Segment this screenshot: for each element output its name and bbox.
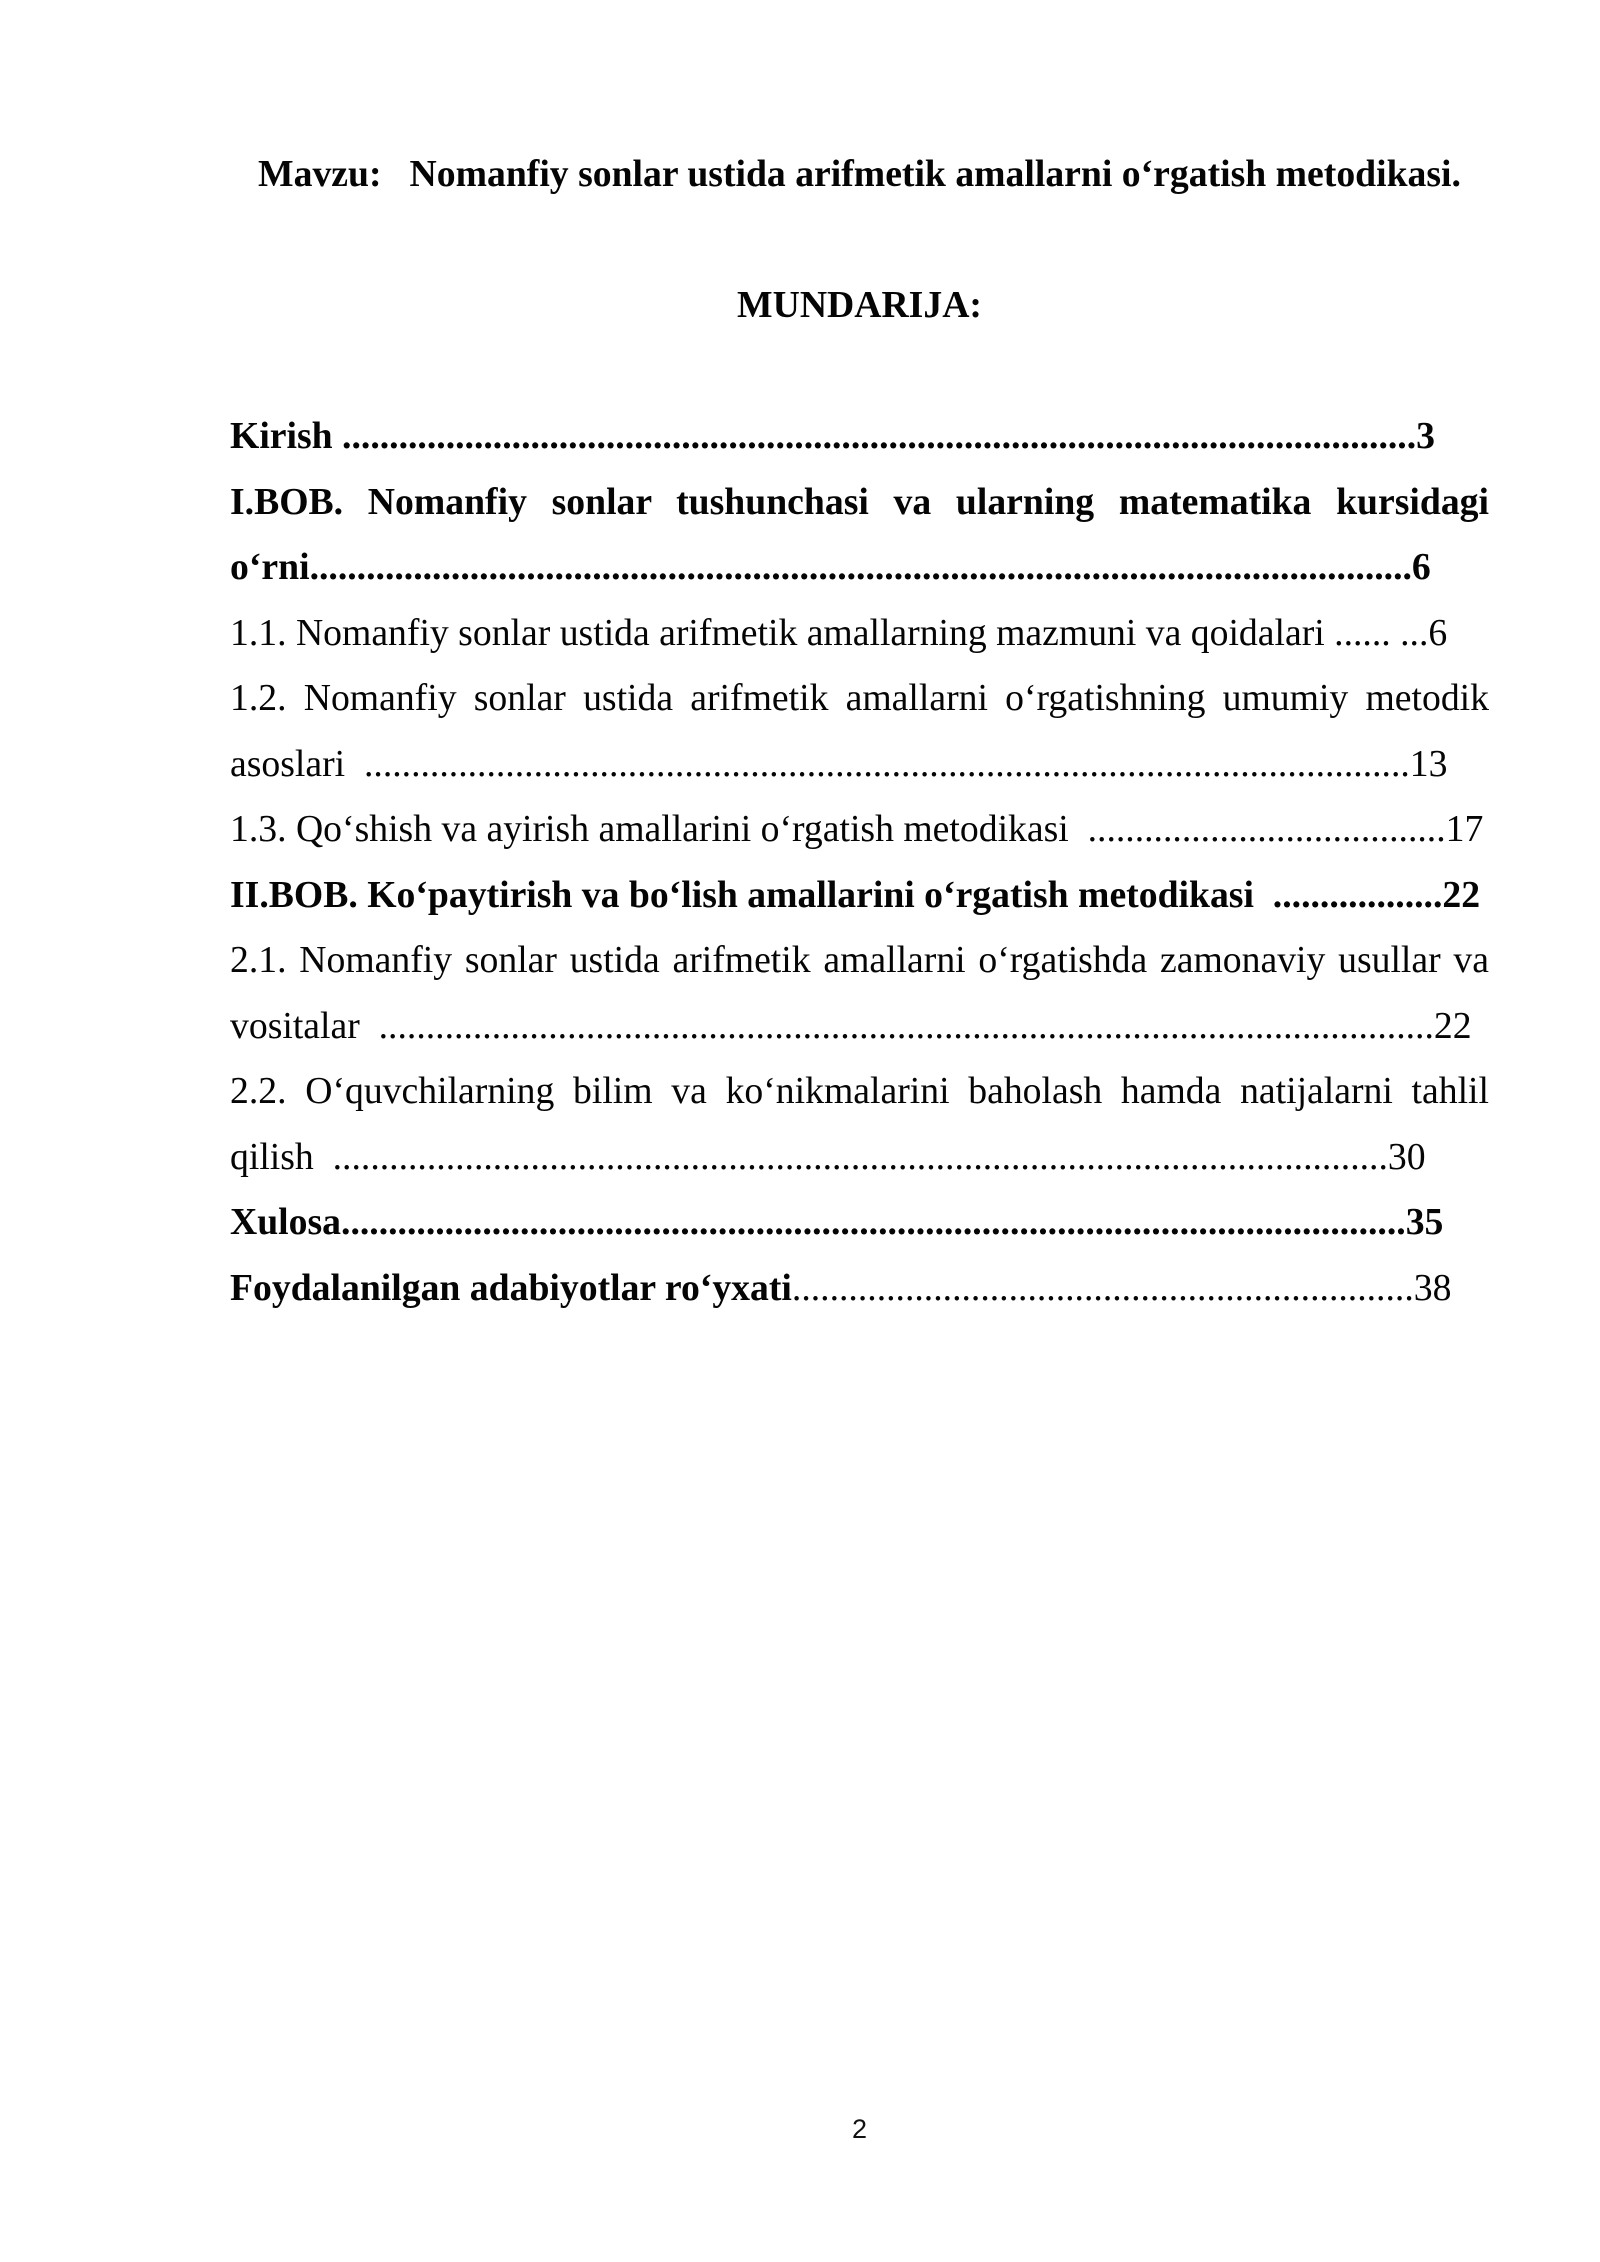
toc-leader-dots: ................................................................................................................ bbox=[359, 1004, 1434, 1047]
title-label: Mavzu: bbox=[258, 153, 382, 195]
toc-entry-label: o‘rni bbox=[230, 546, 310, 588]
toc-entry-line bbox=[230, 1256, 1489, 1322]
toc-entry-label: II.BOB. Ko‘paytirish va bo‘lish amallarini o‘rgatish metodikasi bbox=[230, 873, 1254, 916]
toc-page-number: 22 bbox=[1442, 873, 1481, 916]
toc-entry-section-1-2 bbox=[230, 666, 1489, 797]
toc-entry-section-2-1 bbox=[230, 928, 1489, 1059]
toc-entry-label: 1.1. Nomanfiy sonlar ustida arifmetik amallarning mazmuni va qoidalari bbox=[230, 611, 1325, 654]
toc-leader-dots: ...................................... bbox=[1068, 808, 1446, 850]
toc-entry-label: 1.3. Qo‘shish va ayirish amallarini o‘rgatish metodikasi bbox=[230, 808, 1069, 850]
toc-entry-chapter-1 bbox=[230, 470, 1489, 601]
toc-entry-introduction bbox=[230, 404, 1489, 470]
toc-entry-label: vositalar bbox=[230, 1004, 360, 1047]
toc-heading: MUNDARIJA: bbox=[737, 284, 982, 326]
toc-entry-label-line: I.BOB. Nomanfiy sonlar tushunchasi va ularning matematika kursidagi bbox=[230, 480, 1489, 523]
title-text: Nomanfiy sonlar ustida arifmetik amallarni o‘rgatish metodikasi. bbox=[409, 153, 1461, 195]
toc-leader-dots: ................................................................................................................. bbox=[341, 1201, 1406, 1243]
toc-entry-line bbox=[230, 404, 1489, 470]
toc-leader-dots: .................. bbox=[1253, 873, 1443, 916]
toc-page-number: 6 bbox=[1428, 611, 1448, 654]
toc-page-number: 30 bbox=[1387, 1135, 1426, 1178]
toc-entry-section-1-3 bbox=[230, 797, 1489, 863]
toc-entry-section-2-2 bbox=[230, 1059, 1489, 1190]
toc-entry-chapter-2 bbox=[230, 863, 1489, 929]
toc-page-number: 22 bbox=[1433, 1004, 1472, 1047]
document-title bbox=[230, 142, 1489, 208]
toc-entry-section-1-1 bbox=[230, 601, 1489, 667]
toc-entry-label-line: 2.2. O‘quvchilarning bilim va ko‘nikmalarini baholash hamda natijalarni tahlil bbox=[230, 1070, 1489, 1112]
toc-entry-label: Xulosa bbox=[230, 1201, 342, 1243]
toc-entry-label: Foydalanilgan adabiyotlar ro‘yxati bbox=[230, 1266, 792, 1309]
page-content bbox=[230, 142, 1489, 1321]
toc-leader-dots: .................................................................. bbox=[791, 1266, 1414, 1309]
toc-entry-line bbox=[230, 732, 1489, 798]
toc-entry-conclusion bbox=[230, 1190, 1489, 1256]
toc-page-number: 38 bbox=[1413, 1266, 1452, 1309]
toc-page-number: 17 bbox=[1445, 808, 1484, 850]
toc-page-number: 35 bbox=[1405, 1201, 1444, 1243]
toc-leader-dots: ................................................................................................................ bbox=[313, 1135, 1388, 1178]
toc-page-number: 6 bbox=[1411, 546, 1431, 588]
toc-entry-references bbox=[230, 1256, 1489, 1322]
toc-entry-label-line: 2.1. Nomanfiy sonlar ustida arifmetik amallarni o‘rgatishda zamonaviy usullar va bbox=[230, 939, 1489, 981]
toc-entry-line bbox=[230, 601, 1489, 667]
toc-entry-label: asoslari bbox=[230, 742, 346, 785]
toc-page-number: 13 bbox=[1409, 742, 1448, 785]
toc-entry-line bbox=[230, 863, 1489, 929]
toc-entry-label-line: 1.2. Nomanfiy sonlar ustida arifmetik amallarni o‘rgatishning umumiy metodik bbox=[230, 677, 1489, 719]
toc-entry-line bbox=[230, 1190, 1489, 1256]
toc-leader-dots: ...... ... bbox=[1324, 611, 1429, 654]
toc-entry-label: qilish bbox=[230, 1135, 314, 1178]
toc-leader-dots: .................................................................................................................. bbox=[332, 415, 1417, 457]
toc-entry-line bbox=[230, 797, 1489, 863]
toc-leader-dots: ..................................................................................................................... bbox=[309, 546, 1412, 588]
toc-entry-line bbox=[230, 994, 1489, 1060]
toc-entry-line bbox=[230, 535, 1489, 601]
toc-entry-label: Kirish bbox=[230, 415, 333, 457]
table-of-contents bbox=[230, 404, 1489, 1321]
toc-page-number: 3 bbox=[1416, 415, 1435, 457]
toc-entry-line bbox=[230, 1125, 1489, 1191]
page-number: 2 bbox=[851, 2114, 868, 2144]
toc-leader-dots: ............................................................................................................... bbox=[345, 742, 1410, 785]
